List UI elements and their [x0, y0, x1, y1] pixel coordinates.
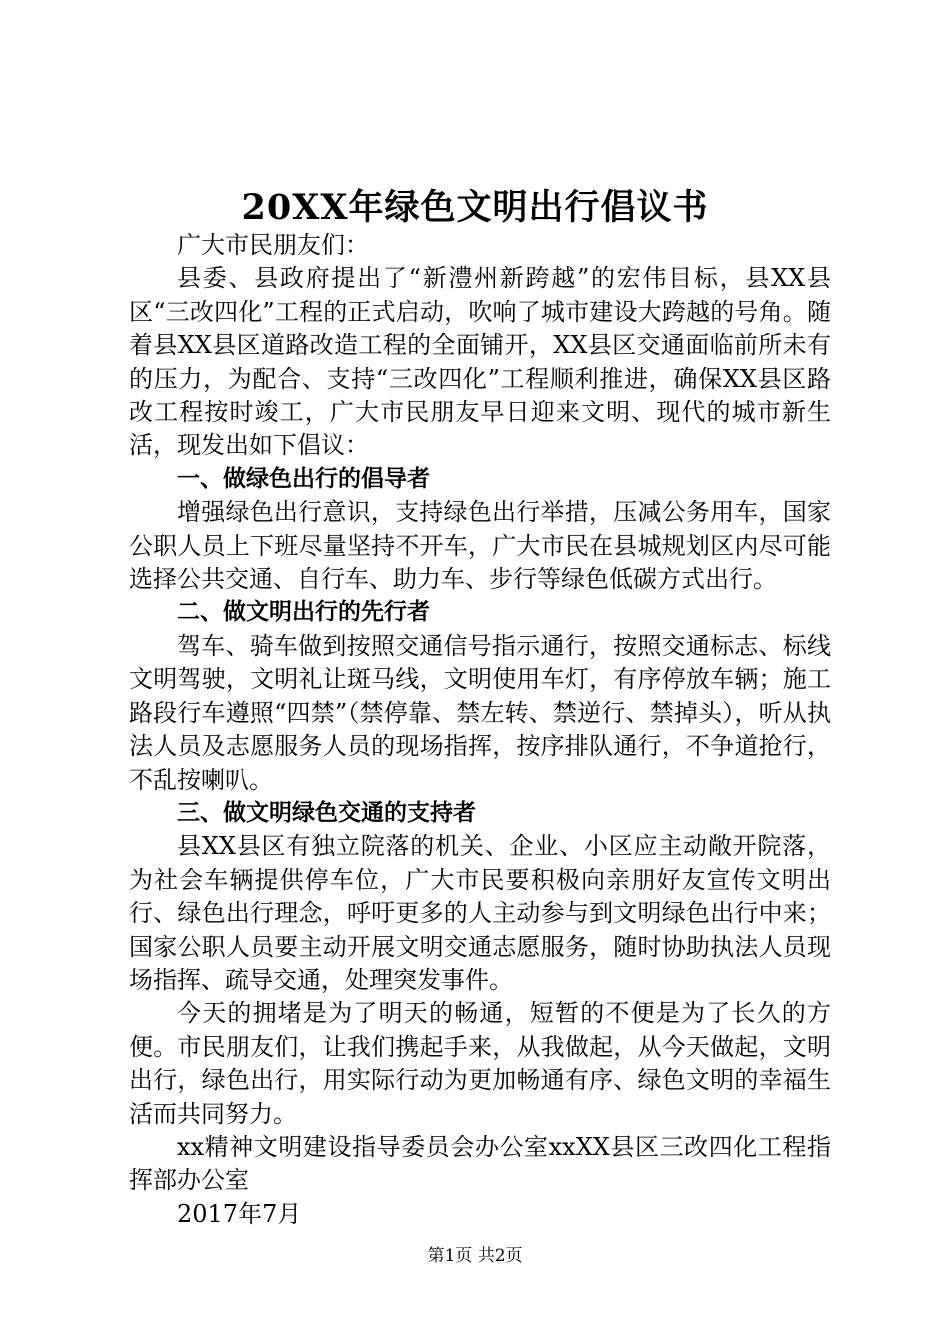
page-footer: 第1页 共2页 — [427, 1246, 523, 1266]
section-paragraph-1: 增强绿色出行意识，支持绿色出行举措，压减公务用车，国家公职人员上下班尽量坚持不开车，广大市民在县城规划区内尽可能选择公共交通、自行车、助力车、步行等绿色低碳方式出行。 — [129, 498, 831, 594]
section-heading-1: 一、做绿色出行的倡导者 — [177, 465, 430, 492]
salutation: 广大市民朋友们： — [177, 231, 369, 259]
date: 2017年7月 — [177, 1199, 302, 1228]
document-body — [129, 229, 831, 1231]
signature: xx精神文明建设指导委员会办公室xxXX县区三改四化工程指挥部办公室 — [129, 1132, 831, 1195]
section-paragraph-2: 驾车、骑车做到按照交通信号指示通行，按照交通标志、标线文明驾驶，文明礼让斑马线，文明使用车灯，有序停放车辆；施工路段行车遵照“四禁”（禁停靠、禁左转、禁逆行、禁掉头），听从执法人员及志愿服务人员的现场指挥，按序排队通行，不争道抢行，不乱按喇叭。 — [129, 631, 831, 794]
document-title: 20XX年绿色文明出行倡议书 — [241, 187, 709, 228]
intro-paragraph: 县委、县政府提出了“新澧州新跨越”的宏伟目标，县XX县区“三改四化”工程的正式启动，吹响了城市建设大跨越的号角。随着县XX县区道路改造工程的全面铺开，XX县区交通面临前所未有的压力，为配合、支持“三改四化”工程顺利推进，确保XX县区路改工程按时竣工，广大市民朋友早日迎来文明、现代的城市新生活，现发出如下倡议： — [129, 264, 831, 460]
section-paragraph-3: 县XX县区有独立院落的机关、企业、小区应主动敞开院落，为社会车辆提供停车位，广大市民要积极向亲朋好友宣传文明出行、绿色出行理念，呼吁更多的人主动参与到文明绿色出行中来；国家公职人员要主动开展文明交通志愿服务，随时协助执法人员现场指挥、疏导交通，处理突发事件。 — [129, 832, 831, 994]
closing-paragraph: 今天的拥堵是为了明天的畅通，短暂的不便是为了长久的方便。市民朋友们，让我们携起手来，从我做起，从今天做起，文明出行，绿色出行，用实际行动为更加畅通有序、绿色文明的幸福生活而共同努力。 — [129, 999, 831, 1128]
section-heading-3: 三、做文明绿色交通的支持者 — [177, 799, 476, 826]
section-heading-2: 二、做文明出行的先行者 — [177, 599, 430, 626]
